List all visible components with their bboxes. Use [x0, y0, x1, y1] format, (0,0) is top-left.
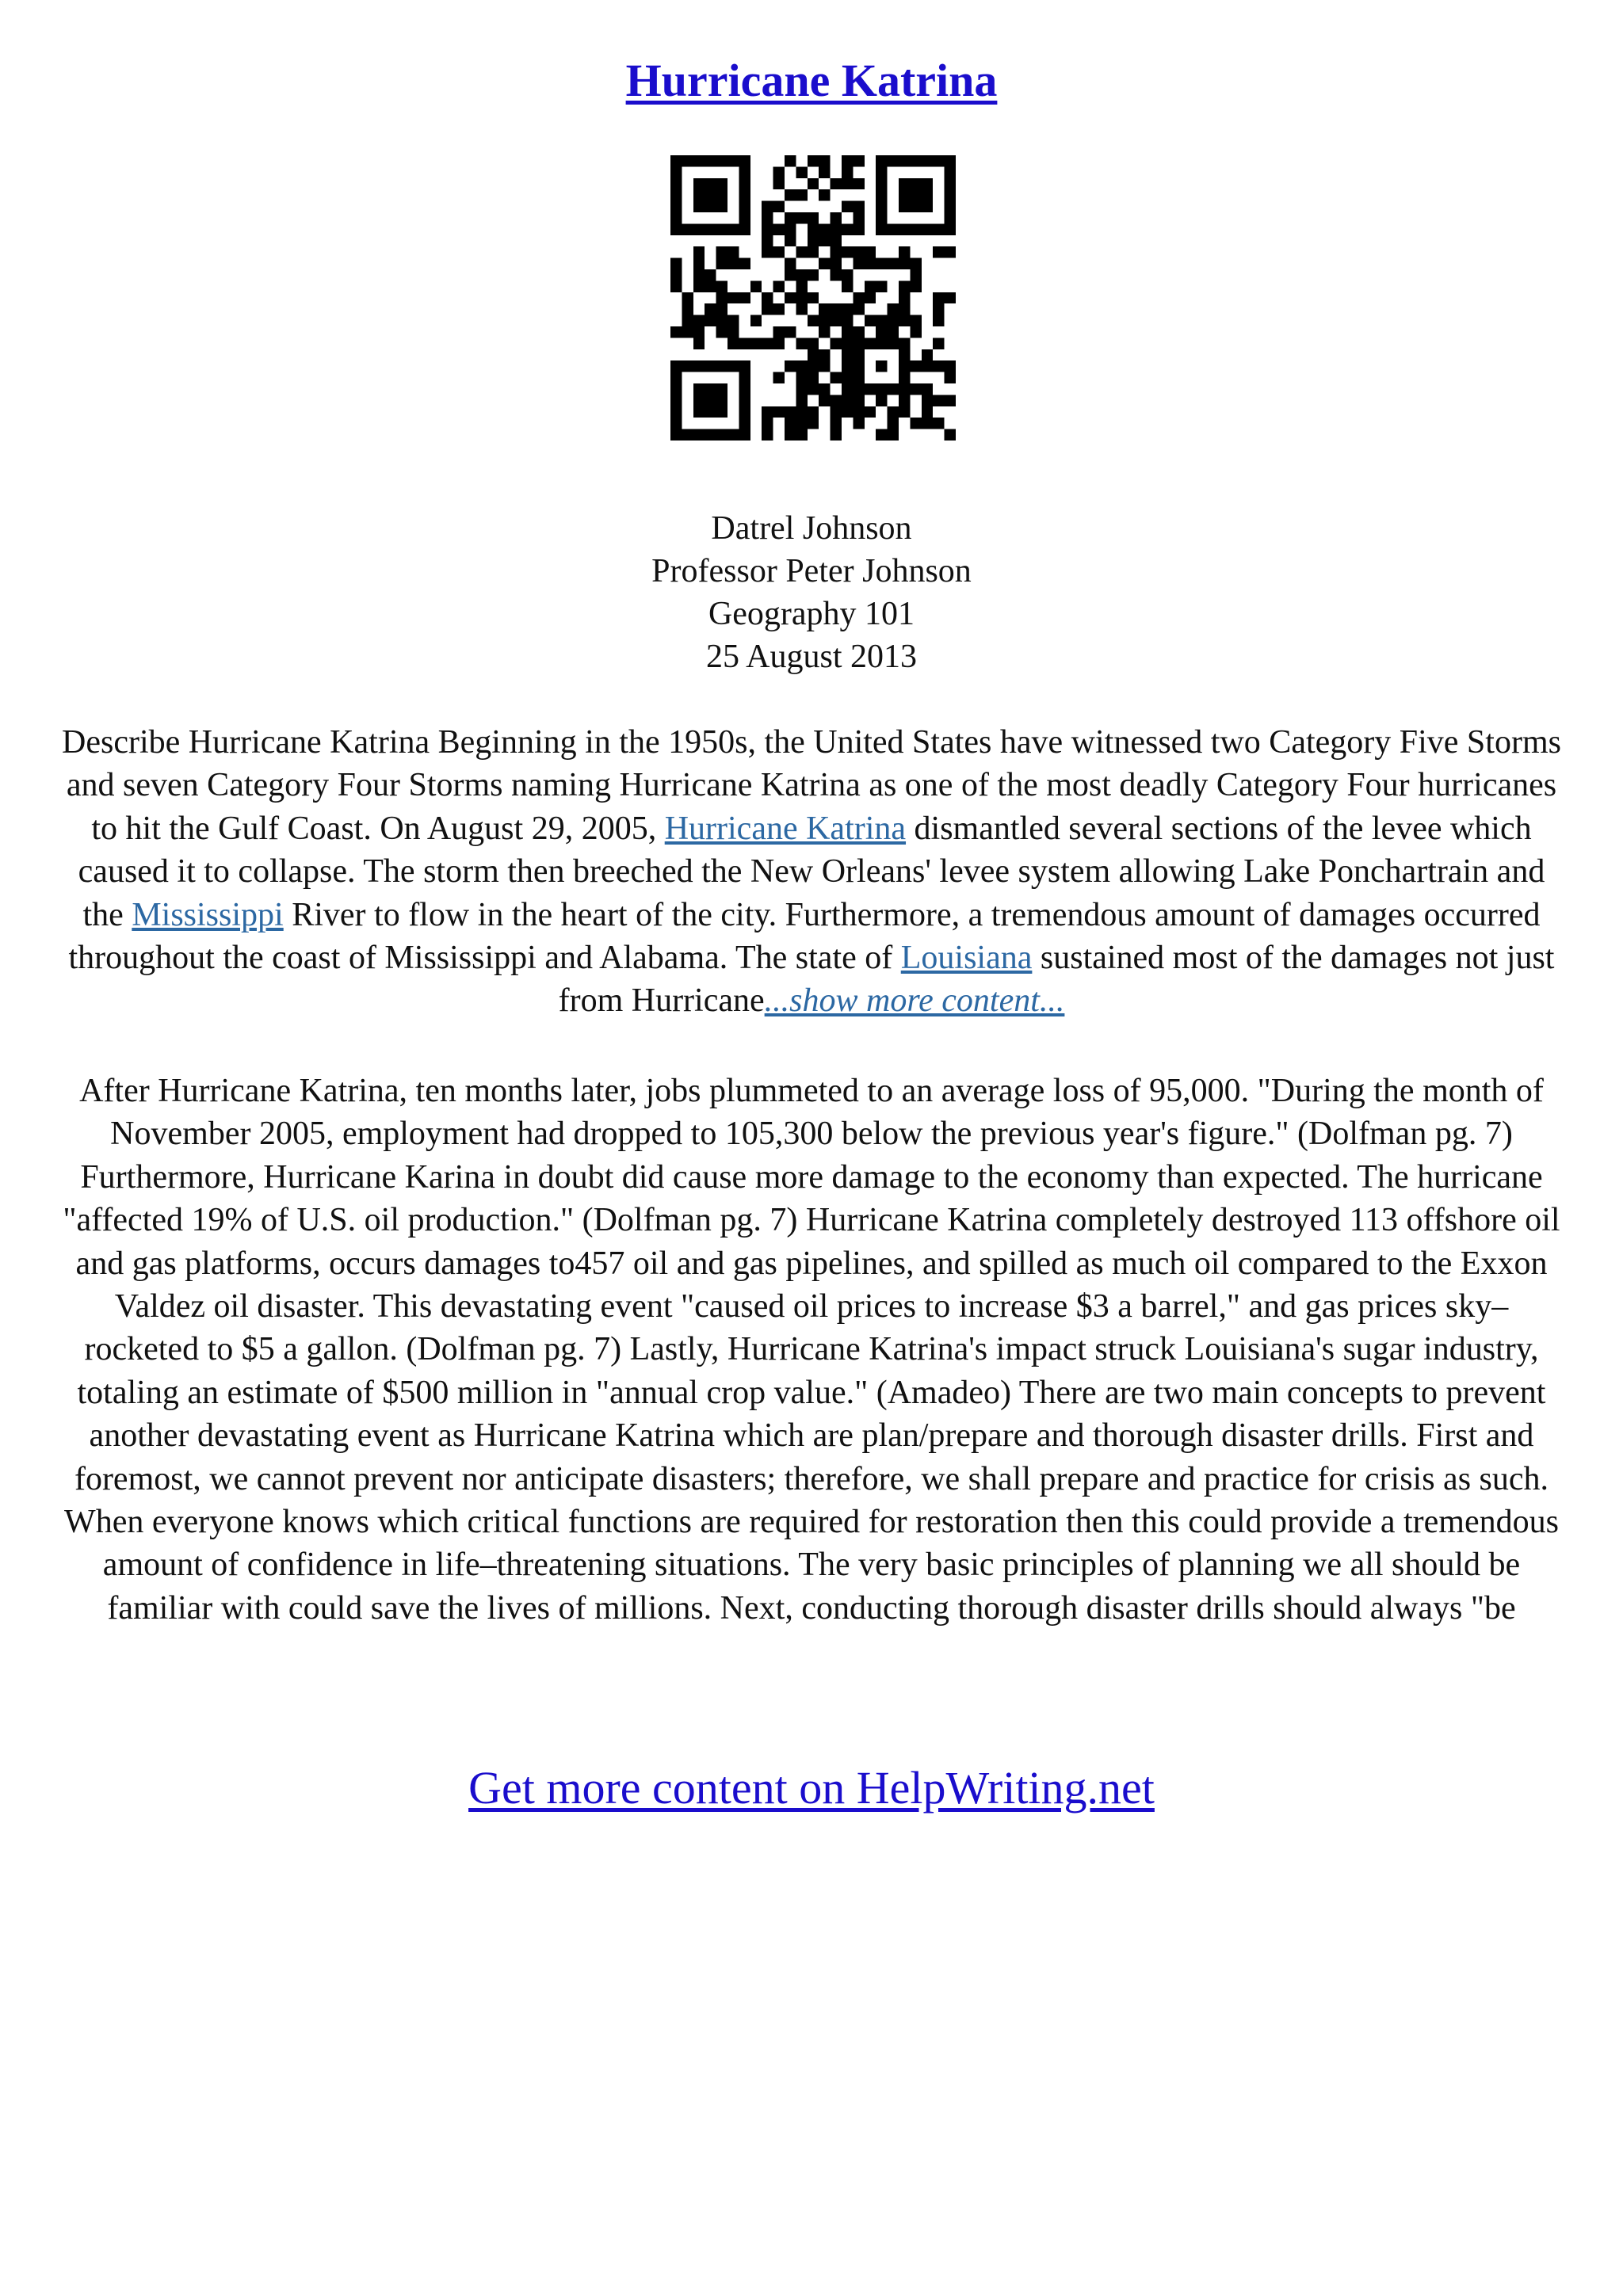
essay-body-paragraph: After Hurricane Katrina, ten months later, jobs plummeted to an average loss of 95,000. "During the month of November 2005, employment had dropped to 105,300 below the previous year's figure." (Dolfman pg. 7) Furthermore, Hurricane Karina in doubt did cause more damage to the economy than expected. The hurricane "affected 19% of U.S. oil production." (Dolfman pg. 7) Hurricane Katrina completely destroyed 113 offshore oil and gas platforms, occurs damages to457 oil and gas pipelines, and spilled as much oil compared to the Exxon Valdez oil disaster. This devastating event "caused oil prices to increase $3 a barrel," and gas prices sky–rocketed to $5 a gallon. (Dolfman pg. 7) Lastly, Hurricane Katrina's impact struck Louisiana's sugar industry, totaling an estimate of $500 million in "annual crop value." (Amadeo) There are two main concepts to prevent another devastating event as Hurricane Katrina which are plan/prepare and thorough disaster drills. First and foremost, we cannot prevent nor anticipate disasters; therefore, we shall prepare and practice for crisis as such. When everyone knows which critical functions are required for restoration then this could provide a tremendous amount of confidence in life–threatening situations. The very basic principles of planning we all should be familiar with could save the lives of millions. Next, conducting thorough disaster drills should always "be: [63, 1073, 1560, 1627]
author-info: [0, 507, 1623, 678]
course-name: Geography 101: [708, 596, 915, 632]
footer-cta: [0, 1760, 1623, 1816]
page-title: [0, 55, 1623, 106]
link-louisiana[interactable]: Louisiana: [900, 940, 1033, 977]
link-mississippi[interactable]: Mississippi: [132, 896, 284, 933]
intro-text-1: Describe Hurricane Katrina Beginning in the 1950s, the United States have witnessed two Category Five Storms and seven Category Four Storms naming Hurricane Katrina as one of the most deadly Category Four hurricanes to hit the Gulf Coast. On August 29, 2005,: [62, 724, 1561, 847]
link-hurricane-katrina[interactable]: Hurricane Katrina: [664, 810, 907, 847]
helpwriting-link[interactable]: Get more content on HelpWriting.net: [468, 1762, 1155, 1814]
intro-text-2: dismantled several sections of the levee which caused it to collapse. The storm then breeched the New Orleans' levee system allowing Lake Ponchartrain and the: [78, 810, 1545, 933]
intro-text-3: River to flow in the heart of the city. Furthermore, a tremendous amount of damages occurred throughout the coast of Mississippi and Alabama. The state of: [68, 896, 1541, 977]
intro-text-4: sustained most of the damages not just from Hurricane: [558, 940, 1555, 1020]
show-more-link[interactable]: ...show more content...: [764, 982, 1065, 1020]
title-link[interactable]: Hurricane Katrina: [625, 55, 998, 106]
essay-date: 25 August 2013: [705, 639, 918, 675]
qr-code-icon: [670, 155, 956, 441]
professor-name: Professor Peter Johnson: [651, 553, 972, 589]
essay-intro-paragraph: [59, 721, 1564, 1023]
author-name: Datrel Johnson: [711, 510, 912, 547]
